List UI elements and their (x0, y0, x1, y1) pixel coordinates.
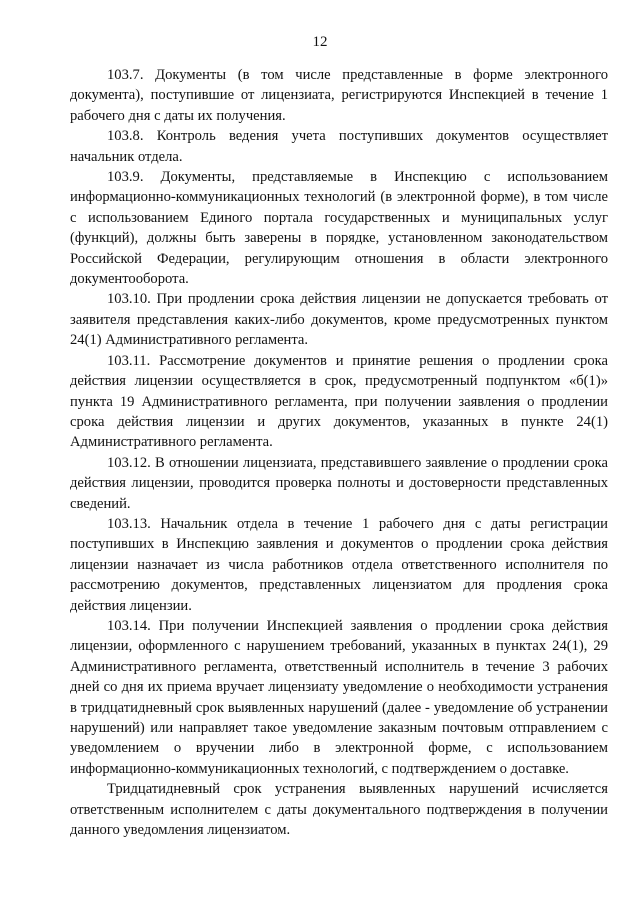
paragraph-103-11: 103.11. Рассмотрение документов и принятие решения о продлении срока действия лицензии осуществляется в срок, предусмотренный подпунктом «б(1)» пункта 19 Административного регламента, при получении заявления о продлении срока действия лицензии и других документов, указанных в пункте 24(1) Административного регламента. (70, 352, 608, 451)
paragraph-103-10: 103.10. При продлении срока действия лицензии не допускается требовать от заявителя представления каких-либо документов, кроме предусмотренных пунктом 24(1) Административного регламента. (70, 291, 608, 349)
page-number: 12 (312, 34, 328, 50)
paragraph-deadline-note: Тридцатидневный срок устранения выявленных нарушений исчисляется ответственным исполнителем с даты документального подтверждения в получении данного уведомления лицензиатом. (70, 781, 608, 839)
paragraph-103-14: 103.14. При получении Инспекцией заявления о продлении срока действия лицензии, оформленного с нарушением требований, указанных в пунктах 24(1), 29 Административного регламента, ответственный исполнитель в течение 3 рабочих дней со дня их приема вручает лицензиату уведомление о необходимости устранения в тридцатидневный срок выявленных нарушений (далее - уведомление об устранении нарушений) или направляет такое уведомление заказным почтовым отправлением с уведомлением о вручении либо в электронной форме, с использованием информационно-коммуникационных технологий, с подтверждением о доставке. (70, 617, 608, 777)
paragraph-103-8: 103.8. Контроль ведения учета поступивших документов осуществляет начальник отдела. (70, 128, 608, 165)
paragraph-103-9: 103.9. Документы, представляемые в Инспекцию с использованием информационно-коммуникационных технологий (в электронной форме), в том числе с использованием Единого портала государственных и муниципальных услуг (функций), должны быть заверены в порядке, установленном законодательством Российской Федерации, регулирующим отношения в области электронного документооборота. (70, 169, 608, 288)
document-body (70, 65, 608, 840)
paragraph-103-12: 103.12. В отношении лицензиата, представившего заявление о продлении срока действия лицензии, проводится проверка полноты и достоверности представленных сведений. (70, 454, 608, 512)
paragraph-103-13: 103.13. Начальник отдела в течение 1 рабочего дня с даты регистрации поступивших в Инспекцию заявления и документов о продлении срока действия лицензии назначает из числа работников отдела ответственного исполнителя по рассмотрению документов, представленных лицензиатом для продления срока действия лицензии. (70, 515, 608, 614)
paragraph-103-7: 103.7. Документы (в том числе представленные в форме электронного документа), поступившие от лицензиата, регистрируются Инспекцией в течение 1 рабочего дня с даты их получения. (70, 67, 608, 124)
